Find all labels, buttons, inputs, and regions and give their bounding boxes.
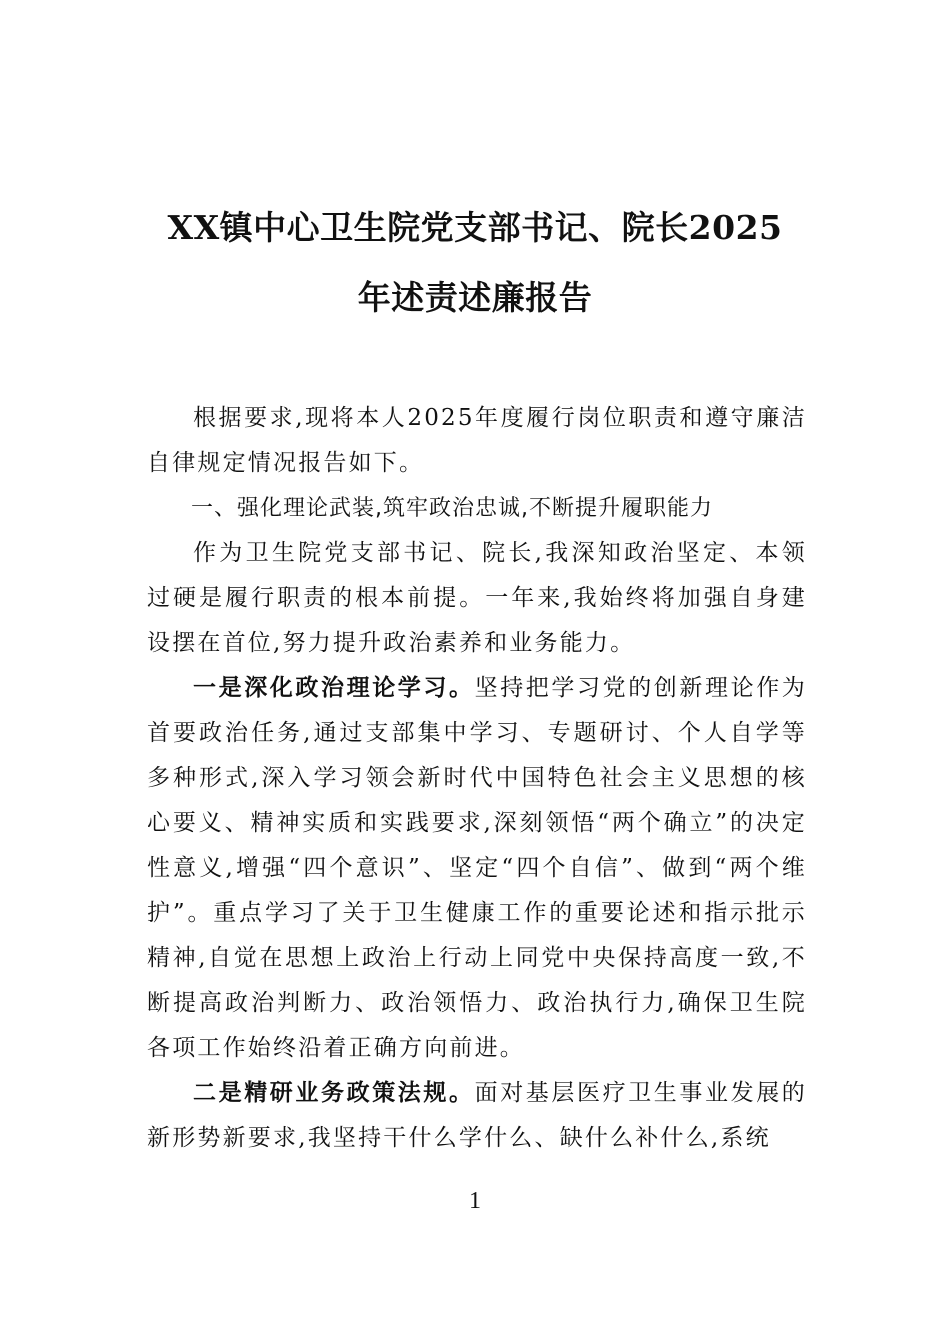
item-1-lead: 一是深化政治理论学习。	[193, 675, 475, 701]
intro-paragraph: 根据要求,现将本人2025年度履行岗位职责和遵守廉洁自律规定情况报告如下。	[147, 405, 807, 476]
page-number: 1	[469, 1188, 481, 1214]
title-line-2: 年述责述廉报告	[357, 278, 593, 317]
item-2-paragraph	[147, 1071, 807, 1161]
item-1-paragraph	[147, 666, 807, 1071]
section-heading-1: 一、强化理论武装,筑牢政治忠诚,不断提升履职能力	[191, 496, 713, 521]
item-2-text: 面对基层医疗卫生事业发展的新形势新要求,我坚持干什么学什么、缺什么补什么,系统	[147, 1080, 808, 1151]
item-1-text: 坚持把学习党的创新理论作为首要政治任务,通过支部集中学习、专题研讨、个人自学等多种形式,深入学习领会新时代中国特色社会主义思想的核心要义、精神实质和实践要求,深刻领悟“两个确立”的决定性意义,增强“四个意识”、坚定“四个自信”、做到“两个维护”。重点学习了关于卫生健康工作的重要论述和指示批示精神,自觉在思想上政治上行动上同党中央保持高度一致,不断提高政治判断力、政治领悟力、政治执行力,确保卫生院各项工作始终沿着正确方向前进。	[147, 675, 808, 1061]
document-title	[120, 193, 830, 333]
section-1-paragraph: 作为卫生院党支部书记、院长,我深知政治坚定、本领过硬是履行职责的根本前提。一年来,我始终将加强自身建设摆在首位,努力提升政治素养和业务能力。	[147, 540, 807, 656]
item-2-lead: 二是精研业务政策法规。	[193, 1080, 475, 1106]
title-line-1: XX镇中心卫生院党支部书记、院长2025	[167, 208, 783, 247]
document-body	[147, 396, 807, 1161]
